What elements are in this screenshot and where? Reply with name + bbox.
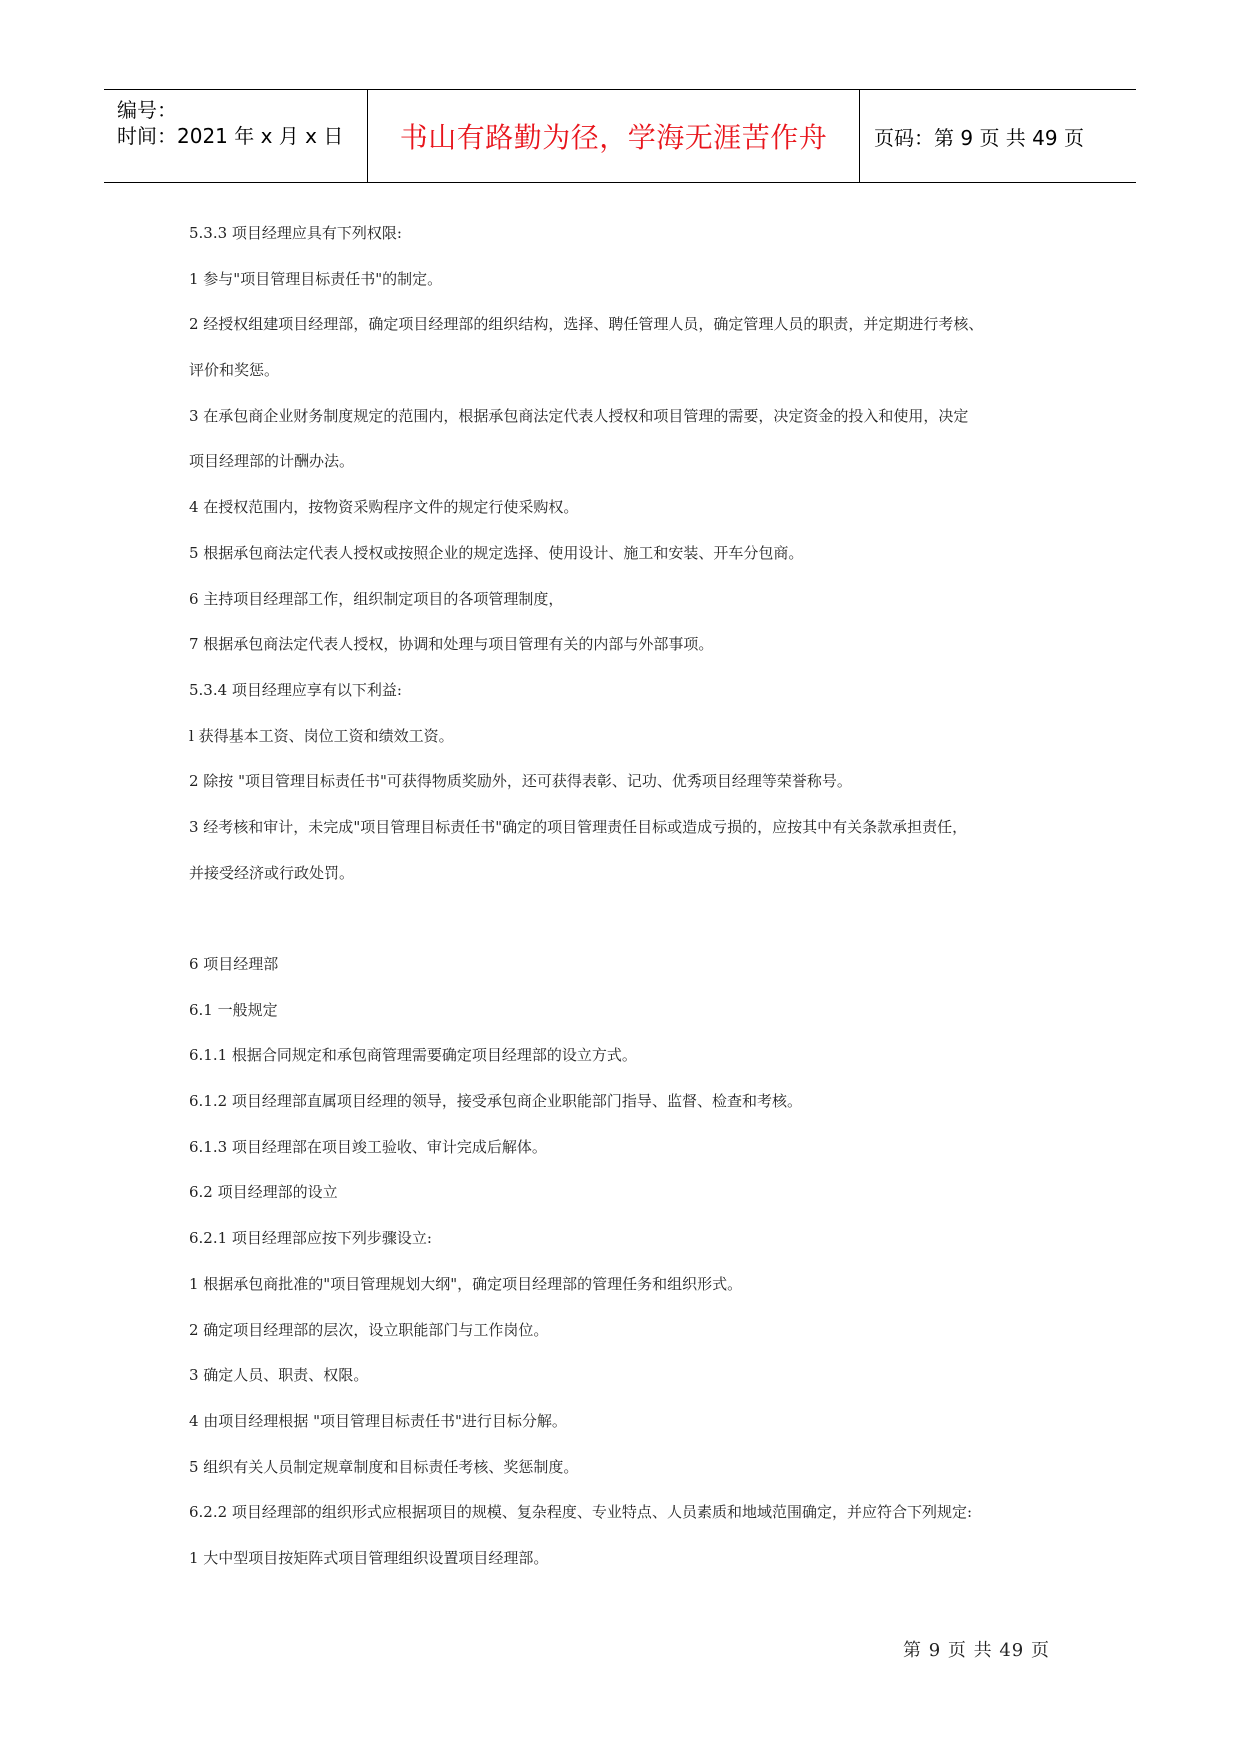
subsection-heading: 6.1 一般规定 [189,1000,278,1019]
header-page-code: 页码：第 9 页 共 49 页 [874,125,1084,150]
body-line: 6 主持项目经理部工作，组织制定项目的各项管理制度， [189,589,564,608]
body-line: 5.3.3 项目经理应具有下列权限: [189,224,402,242]
document-number: 编号： [117,98,177,122]
body-line: 项目经理部的计酬办法。 [189,452,355,471]
page-header [104,89,1136,183]
page-footer: 第 9 页 共 49 页 [903,1640,1050,1661]
body-line: 4 由项目经理根据 "项目管理目标责任书"进行目标分解。 [189,1411,567,1430]
body-line: 1 参与"项目管理目标责任书"的制定。 [189,269,443,288]
body-line: 6.1.2 项目经理部直属项目经理的领导，接受承包商企业职能部门指导、监督、检查和考核。 [189,1092,802,1111]
body-line: 评价和奖惩。 [189,361,280,380]
body-line: 4 在授权范围内，按物资采购程序文件的规定行使采购权。 [189,498,579,517]
body-line: 1 大中型项目按矩阵式项目管理组织设置项目经理部。 [189,1548,549,1567]
section-heading: 6 项目经理部 [189,955,279,973]
body-line: 5 组织有关人员制定规章制度和目标责任考核、奖惩制度。 [189,1457,579,1476]
document-date: 时间：2021 年 x 月 x 日 [117,124,344,148]
body-line: 3 经考核和审计，未完成"项目管理目标责任书"确定的项目管理责任目标或造成亏损的，应按其中有关条款承担责任， [189,817,968,836]
body-line: 2 除按 "项目管理目标责任书"可获得物质奖励外，还可获得表彰、记功、优秀项目经理等荣誉称号。 [189,772,852,791]
body-line: 6.1.1 根据合同规定和承包商管理需要确定项目经理部的设立方式。 [189,1046,637,1065]
body-line: 5 根据承包商法定代表人授权或按照企业的规定选择、使用设计、施工和安装、开车分包商。 [189,543,804,562]
body-line: l 获得基本工资、岗位工资和绩效工资。 [189,726,454,745]
subsection-heading: 6.2 项目经理部的设立 [189,1183,338,1202]
header-meta-cell [104,90,368,182]
body-line: 2 经授权组建项目经理部，确定项目经理部的组织结构，选择、聘任管理人员，确定管理人员的职责，并定期进行考核、 [189,315,984,334]
body-line: 3 在承包商企业财务制度规定的范围内，根据承包商法定代表人授权和项目管理的需要，决定资金的投入和使用，决定 [189,406,969,425]
document-body [189,220,1089,1591]
body-line: 3 确定人员、职责、权限。 [189,1366,369,1385]
body-line: 6.2.2 项目经理部的组织形式应根据项目的规模、复杂程度、专业特点、人员素质和地域范围确定，并应符合下列规定: [189,1503,972,1522]
body-line: 6.2.1 项目经理部应按下列步骤设立: [189,1229,432,1248]
header-motto: 书山有路勤为径，学海无涯苦作舟 [368,90,860,182]
body-line: 并接受经济或行政处罚。 [189,863,355,882]
body-line: 6.1.3 项目经理部在项目竣工验收、审计完成后解体。 [189,1137,547,1156]
blank-line [189,905,1089,951]
body-line: 7 根据承包商法定代表人授权，协调和处理与项目管理有关的内部与外部事项。 [189,635,714,654]
body-line: 1 根据承包商批准的"项目管理规划大纲"，确定项目经理部的管理任务和组织形式。 [189,1274,743,1293]
body-line: 2 确定项目经理部的层次，设立职能部门与工作岗位。 [189,1320,549,1339]
body-line: 5.3.4 项目经理应享有以下利益: [189,680,402,699]
